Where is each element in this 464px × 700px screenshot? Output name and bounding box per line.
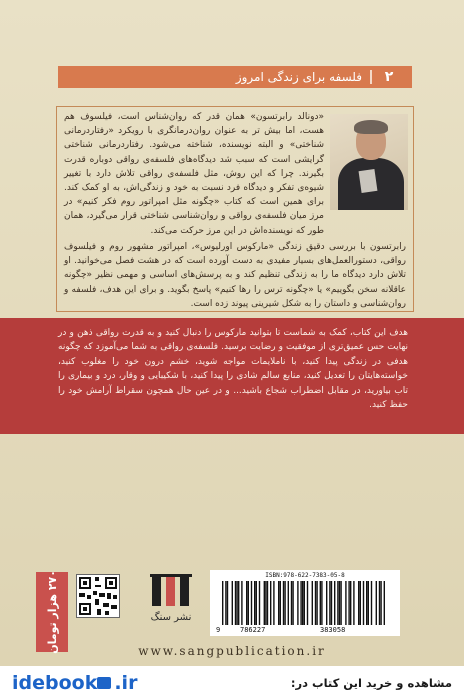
book-description: هدف این کتاب، کمک به شماست تا بتوانید مارکوس را دنبال کنید و به قدرت رواقی ذهن و در نهایت حس عمیق‌تری از موفقیت و رضایت برسید. فلسفه‌ی رواقی به شما می‌آموزد که چگونه هدفی در زندگی پیدا کنید، با ناملایمات مواجه شوید، خشم درون خود را مغلوب کنید، خواسته‌هایتان را تعدیل کنید، منابع سالم شادی را پیدا کنید، با شکیبایی و وقار، درد و بیماری را تاب بیاورید، در مقابل اضطراب شجاع باشید... و در عین حال همچون سقراط آرامش خود را حفظ کنید. (58, 328, 408, 411)
watermark-cta: مشاهده و خرید این کتاب در: (290, 676, 452, 690)
price-text: ۲۷۰ هزار تومان (45, 570, 59, 654)
price-badge (36, 572, 68, 652)
book-icon (97, 677, 111, 689)
author-photo-book (359, 169, 378, 193)
barcode-number-left: 786227 (240, 626, 266, 634)
author-photo (330, 114, 408, 210)
series-title: فلسفه برای زندگی امروز (235, 70, 362, 84)
author-bio-paragraph-2: رابرتسون با بررسی دقیق زندگی «مارکوس اورلیوس»، امپراتور مشهور روم و فیلسوف رواقی، دستورالعمل‌های بسیار مفیدی به دست آورده است که در هشت فصل می‌خوانید. او تلاش دارد دیدگاه ما را به زندگی تنظیم کند و به پرسش‌های اساسی و مهمی نظیر «چگونه عاقلانه سخن بگوییم» یا «چگونه ترس را رها کنیم» پاسخ بگوید. و برای این هدف، فلسفه و روان‌شناسی و داستان را به شکل شیرینی پیوند زده است. (64, 242, 406, 309)
barcode (210, 570, 400, 636)
series-number: ۲ (384, 69, 394, 85)
barcode-number-right: 383058 (320, 626, 346, 634)
barcode-bars (222, 581, 388, 625)
series-divider (370, 70, 372, 84)
publisher-logo-icon (150, 574, 192, 608)
publisher-name: نشر سنگ (150, 612, 192, 623)
idebook-logo-tld: .ir (114, 672, 138, 694)
author-photo-hair (354, 120, 388, 134)
series-header-band (58, 66, 412, 88)
publisher-website[interactable]: www.sangpublication.ir (138, 644, 326, 658)
author-bio-paragraph-1: «دونالد رابرتسون» همان قدر که روان‌شناس است، فیلسوف هم هست، اما بیش تر به عنوان روان‌درمانگری با رویکرد «رفتاردرمانی شناختی» و البته نویسنده، شناخته می‌شود. رفتاردرمانی شناختی گرایشی است که سبب شد دیدگاه‌های فلسفه‌ی رواقی دوباره قدرت بگیرند. چرا که این روش، مثل فلسفه‌ی رواقی تلاش دارد با تغییر شیوه‌ی تفکر و دیدگاه فرد نسبت به خود و زندگی‌اش، به او کمک کند. برای همین است که کتاب «چگونه مثل امپراتور روم فکر کنیم» در مرز میان فلسفه‌ی رواقی و روان‌شناسی شناختی قرار می‌گیرد، همان طور که نویسنده‌اش در این مرز حرکت می‌کند. (64, 112, 324, 236)
idebook-logo-text: idebook (12, 672, 98, 694)
idebook-logo[interactable] (12, 666, 137, 700)
isbn-text: ISBN:978-622-7383-05-8 (265, 572, 345, 579)
qr-code-icon (76, 574, 120, 618)
barcode-digit-9: 9 (216, 626, 221, 634)
